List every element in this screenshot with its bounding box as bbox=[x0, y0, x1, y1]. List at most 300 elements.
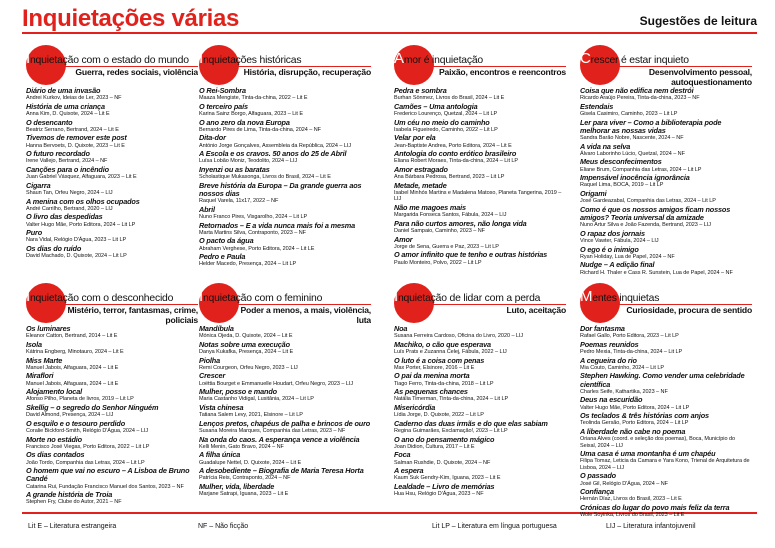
book-entry bbox=[199, 357, 371, 372]
book-title: Pedra e sombra bbox=[394, 86, 447, 95]
book-title: Velar por ela bbox=[394, 133, 436, 143]
book-entry bbox=[26, 245, 198, 260]
book-details: Loëttia Bourget e Emmanuelle Houdart, Orfeu Negro, 2023 – LIJ bbox=[199, 380, 354, 387]
book-details: Max Porter, Elsinore, 2016 – Lit E bbox=[394, 364, 475, 371]
book-details: Susana Moreira Marques, Companhia das Letras, 2023 – NF bbox=[199, 427, 346, 434]
section-title-initial: I bbox=[26, 50, 30, 67]
book-details: Marjane Satrapi, Iguana, 2023 – Lit E bbox=[199, 491, 289, 498]
book-entry bbox=[394, 103, 566, 118]
section-title bbox=[394, 288, 566, 305]
book-details: Jorge de Sena, Guerra e Paz, 2023 – Lit LP bbox=[394, 243, 499, 250]
book-title: O pai da menina morta bbox=[394, 371, 470, 381]
book-list bbox=[580, 86, 752, 276]
section-title-initial: I bbox=[199, 288, 203, 305]
book-entry bbox=[26, 467, 198, 490]
book-entry bbox=[199, 103, 371, 118]
book-entry bbox=[394, 134, 566, 149]
book-details: Maaza Mengiste, Tinta-da-china, 2022 – Lit E bbox=[199, 95, 308, 102]
section-title-initial: A bbox=[394, 50, 404, 67]
book-title: Os luminares bbox=[26, 324, 71, 333]
book-title: Miraflori bbox=[26, 371, 54, 381]
section-header bbox=[199, 42, 371, 86]
book-details: Pedro Mexia, Tinta-da-china, 2024 – Lit LP bbox=[580, 349, 683, 355]
book-entry bbox=[26, 87, 198, 102]
book-details: Frederico Lourenço, Quetzal, 2024 – Lit LP bbox=[394, 111, 498, 117]
book-entry bbox=[199, 182, 371, 205]
book-entry bbox=[580, 450, 752, 471]
book-entry bbox=[26, 388, 198, 403]
book-entry bbox=[199, 420, 371, 435]
book-entry bbox=[580, 357, 752, 372]
book-details: Isabel Minhós Martins e Madalena Matoso, Planeta Tangerina, 2019 – LIJ bbox=[394, 189, 562, 203]
section-title-rest: entes inquietas bbox=[592, 293, 660, 304]
book-entry bbox=[580, 206, 752, 229]
book-entry bbox=[394, 451, 566, 466]
book-title: O terceiro país bbox=[199, 101, 248, 111]
book-entry bbox=[26, 404, 198, 419]
book-entry bbox=[26, 436, 198, 451]
book-entry bbox=[394, 436, 566, 451]
book-title: Impensável inocência ignorância bbox=[580, 173, 690, 183]
book-entry bbox=[26, 372, 198, 387]
section-subtitle: Mistério, terror, fantasmas, crime, policiais bbox=[67, 305, 198, 325]
book-entry bbox=[394, 467, 566, 482]
book-entry bbox=[394, 119, 566, 134]
section-header bbox=[199, 280, 371, 324]
book-entry bbox=[199, 404, 371, 419]
book-title: A cegueira do rio bbox=[580, 355, 637, 365]
book-details: Scholastique Mukasonga, Livros do Brasil, 2024 – Lit E bbox=[199, 174, 331, 181]
book-details: Danya Kukafka, Presença, 2024 – Lit E bbox=[199, 349, 294, 355]
book-title: Meus desconfecimentos bbox=[580, 157, 662, 167]
book-title: O luto é a coisa com penas bbox=[394, 355, 485, 365]
book-entry bbox=[26, 182, 198, 197]
book-entry bbox=[26, 103, 198, 118]
legend-lit-lp: Lit LP – Literatura em língua portuguesa bbox=[432, 523, 557, 530]
book-entry bbox=[580, 341, 752, 356]
book-details: Rafael Gallo, Porto Editora, 2023 – Lit LP bbox=[580, 333, 679, 340]
book-title: Estendais bbox=[580, 101, 614, 111]
book-entry bbox=[199, 166, 371, 181]
book-details: Tatiana Salem Levy, 2021, Elsinore – Lit LP bbox=[199, 412, 303, 419]
book-title: Metade, metade bbox=[394, 180, 447, 190]
book-entry bbox=[26, 491, 198, 506]
book-entry bbox=[580, 119, 752, 142]
book-title: Lenços pretos, chapéus de palha e brincos de ouro bbox=[199, 418, 371, 428]
book-entry bbox=[26, 420, 198, 435]
section-header bbox=[580, 280, 752, 324]
header bbox=[22, 5, 757, 31]
book-title: O Rei-Sombra bbox=[199, 86, 246, 95]
book-title: Coisa que não edifica nem destrói bbox=[580, 86, 694, 95]
section-subtitle: Curiosidade, procura de sentido bbox=[626, 305, 752, 315]
book-details: Remi Courgeon, Orfeu Negro, 2023 – LIJ bbox=[199, 364, 298, 371]
section-subtitle: Paixão, encontros e reencontros bbox=[438, 67, 566, 77]
book-list bbox=[199, 324, 371, 498]
book-entry bbox=[580, 428, 752, 449]
book-details: Luís Prats e Zuzanna Celej, Fábula, 2022 – LIJ bbox=[394, 349, 507, 355]
book-details: Mia Couto, Caminho, 2024 – Lit LP bbox=[580, 364, 664, 371]
book-title: O pacto da água bbox=[199, 236, 254, 246]
book-title: Retornados – E a vida nunca mais foi a mesma bbox=[199, 220, 356, 230]
book-details: Eliane Brum, Companhia das Letras, 2024 – Lit LP bbox=[580, 166, 702, 173]
book-title: Crónicas do lugar do povo mais feliz da terra bbox=[580, 502, 730, 512]
book-entry bbox=[26, 150, 198, 165]
section bbox=[394, 42, 566, 267]
book-details: Helder Macedo, Presença, 2024 – Lit LP bbox=[199, 261, 297, 268]
book-entry bbox=[199, 87, 371, 102]
book-list bbox=[394, 324, 566, 498]
book-entry bbox=[394, 420, 566, 435]
section-title bbox=[199, 50, 371, 67]
book-details: Kaum Suk Gendry-Kim, Iguana, 2023 – Lit E bbox=[394, 475, 501, 482]
section-subtitle: História, disrupção, recuperação bbox=[243, 67, 371, 77]
section bbox=[199, 42, 371, 269]
book-details: Karina Sainz Borgo, Alfaguara, 2023 – Lit E bbox=[199, 111, 303, 117]
section-header bbox=[26, 280, 198, 324]
book-entry bbox=[394, 404, 566, 419]
legend bbox=[22, 521, 757, 533]
book-details: Eliana Robert Moraes, Tinta-da-china, 2024 – Lit LP bbox=[394, 158, 519, 165]
section bbox=[26, 280, 198, 507]
section-title-rest: rescer é estar inquieto bbox=[590, 55, 689, 66]
section-title bbox=[394, 50, 566, 67]
book-title: Inyenzi ou as baratas bbox=[199, 164, 270, 174]
book-details: Wole Soyinka, Livros do Brasil, 2023 – Lit E bbox=[580, 512, 685, 519]
book-entry bbox=[26, 213, 198, 228]
page-subtitle: Sugestões de leitura bbox=[639, 14, 757, 28]
book-entry bbox=[580, 143, 752, 158]
book-title: Dita-dor bbox=[199, 133, 226, 143]
book-details: Stephen Fry, Clube do Autor, 2021 – NF bbox=[26, 499, 122, 506]
book-list bbox=[580, 324, 752, 519]
book-entry bbox=[199, 451, 371, 466]
section-subtitle: Poder a menos, a mais, violência, luta bbox=[240, 305, 371, 325]
book-details: Vince Vawter, Fábula, 2024 – LIJ bbox=[580, 237, 659, 244]
book-entry bbox=[199, 206, 371, 221]
book-details: Beatriz Serrano, Bertrand, 2024 – Lit E bbox=[26, 126, 119, 133]
book-list bbox=[26, 324, 198, 506]
book-title: Mandíbula bbox=[199, 324, 234, 333]
book-entry bbox=[394, 388, 566, 403]
book-details: Afonso Pilho, Planeta de livros, 2019 – Lit LP bbox=[26, 396, 134, 403]
page-title: Inquietações várias bbox=[22, 5, 240, 32]
legend-lit-e: Lit E – Literatura estrangeira bbox=[28, 523, 117, 530]
book-title: Piolha bbox=[199, 355, 220, 365]
book-details: Anna Kim, D. Quixote, 2024 – Lit E bbox=[26, 111, 110, 117]
book-details: Abraham Verghese, Porto Editora, 2024 – Lit LE bbox=[199, 245, 315, 252]
book-details: Raquel Lima, BOCA, 2019 – Lit LP bbox=[580, 182, 664, 189]
book-title: Skellig – o segredo do Senhor Ninguém bbox=[26, 402, 159, 412]
book-entry bbox=[394, 341, 566, 356]
book-entry bbox=[199, 372, 371, 387]
book-title: Noa bbox=[394, 324, 408, 333]
book-details: Ryan Holiday, Lua de Papel, 2024 – NF bbox=[580, 253, 675, 260]
book-details: Guadalupe Nettel, D. Quixote, 2024 – Lit E bbox=[199, 459, 302, 466]
book-entry bbox=[394, 483, 566, 498]
book-title: Machiko, o cão que esperava bbox=[394, 339, 491, 349]
book-entry bbox=[199, 237, 371, 252]
book-details: Ana Bárbara Pedrosa, Bertrand, 2023 – Lit LP bbox=[394, 174, 505, 181]
book-title: Caderno das duas irmãs e do que elas sabiam bbox=[394, 418, 548, 428]
book-details: Salman Rushdie, D. Quixote, 2024 – NF bbox=[394, 459, 491, 466]
book-title: Nudge – A edição final bbox=[580, 260, 655, 270]
book-entry bbox=[199, 150, 371, 165]
book-entry bbox=[580, 372, 752, 395]
book-title: Deus na escuridão bbox=[580, 395, 643, 405]
book-entry bbox=[580, 396, 752, 411]
book-details: Catarina Rui, Fundação Francisco Manuel dos Santos, 2023 – NF bbox=[26, 483, 184, 490]
book-list bbox=[394, 86, 566, 266]
book-details: Luísa Lobão Moniz, Teodolito, 2024 – LIJ bbox=[199, 158, 298, 165]
book-details: Eleanor Catton, Bertrand, 2014 – Lit E bbox=[26, 333, 118, 340]
section bbox=[394, 280, 566, 499]
book-title: Os teclados & três histórias com anjos bbox=[580, 411, 709, 421]
book-details: Manuel Jabois, Alfaguara, 2024 – Lit E bbox=[26, 380, 119, 387]
book-details: Patrícia Reis, Contraponto, 2024 – NF bbox=[199, 475, 291, 482]
book-details: David Machado, D. Quixote, 2024 – Lit LP bbox=[26, 253, 127, 260]
book-title: A Escola e os cravos. 50 anos do 25 de Abril bbox=[199, 149, 347, 159]
legend-nf: NF – Não ficção bbox=[198, 523, 249, 530]
book-title: Confiança bbox=[580, 487, 614, 497]
book-entry bbox=[580, 261, 752, 276]
book-entry bbox=[394, 150, 566, 165]
book-title: Canções para o incêndio bbox=[26, 164, 109, 174]
book-entry bbox=[26, 229, 198, 244]
book-list bbox=[26, 86, 198, 260]
book-details: Hua Hsu, Relógio D'Água, 2023 – NF bbox=[394, 491, 484, 498]
book-entry bbox=[394, 220, 566, 235]
book-details: António Jorge Gonçalves, Assembleia da República, 2024 – LIJ bbox=[199, 142, 352, 149]
book-details: Mónica Ojeda, D. Quixote, 2024 – Lit E bbox=[199, 333, 293, 340]
book-details: Isabela Figueiredo, Caminho, 2022 – Lit LP bbox=[394, 126, 498, 133]
book-title: A desobediente – Biografia de Maria Teresa Horta bbox=[199, 466, 364, 476]
section bbox=[199, 280, 371, 499]
book-title: Pedro e Paula bbox=[199, 252, 246, 262]
book-entry bbox=[26, 357, 198, 372]
book-title: A grande história de Troia bbox=[26, 490, 113, 500]
book-details: Burhan Sönmez, Livros do Brasil, 2024 – Lit E bbox=[394, 95, 505, 102]
book-details: David Almond, Presença, 2024 – LIJ bbox=[26, 412, 114, 419]
book-title: Como é que os nossos amigos ficam nossos amigos? Teoria universal da amizade bbox=[580, 204, 731, 222]
book-list bbox=[199, 86, 371, 268]
book-title: A espera bbox=[394, 466, 424, 476]
book-entry bbox=[199, 134, 371, 149]
book-entry bbox=[394, 251, 566, 266]
book-entry bbox=[199, 436, 371, 451]
book-title: Os dias contados bbox=[26, 450, 85, 460]
book-entry bbox=[580, 472, 752, 487]
book-details: Bernardo Pires de Lima, Tinta-da-china, 2024 – NF bbox=[199, 126, 321, 133]
section bbox=[26, 42, 198, 261]
section-title bbox=[26, 50, 198, 67]
section-header bbox=[394, 280, 566, 324]
book-entry bbox=[394, 372, 566, 387]
book-details: Hernán Díaz, Livros do Brasil, 2023 – Lit E bbox=[580, 496, 682, 503]
section-title-initial: I bbox=[26, 288, 30, 305]
book-entry bbox=[394, 204, 566, 219]
book-title: Diário de uma invasão bbox=[26, 86, 101, 95]
book-entry bbox=[580, 158, 752, 173]
book-entry bbox=[394, 357, 566, 372]
book-details: Irene Vallejo, Bertrand, 2024 – NF bbox=[26, 158, 108, 165]
book-details: Manuel Jabois, Alfaguara, 2024 – Lit E bbox=[26, 364, 119, 371]
book-entry bbox=[394, 87, 566, 102]
section-title-initial: M bbox=[580, 288, 593, 305]
book-details: Kelli Menin, Gato Bravo, 2024 – NF bbox=[199, 443, 284, 450]
book-details: Sandra Barão Nobre, Nascente, 2024 – NF bbox=[580, 135, 684, 141]
book-title: Amor bbox=[394, 234, 413, 244]
book-details: Daniel Sampaio, Caminho, 2023 – NF bbox=[394, 227, 485, 234]
book-details: Shaun Tan, Orfeu Negro, 2024 – LIJ bbox=[26, 189, 113, 196]
book-title: Puro bbox=[26, 228, 43, 238]
section-title-initial: I bbox=[394, 288, 398, 305]
book-details: André Carrilho, Bertrand, 2020 – LIJ bbox=[26, 205, 113, 212]
book-details: Valter Hugo Mãe, Porto Editora, 2024 – Lit LP bbox=[26, 221, 136, 228]
book-title: Foca bbox=[394, 450, 411, 460]
book-entry bbox=[394, 182, 566, 203]
book-title: O desencanto bbox=[26, 117, 73, 127]
book-entry bbox=[26, 134, 198, 149]
book-title: O futuro recordado bbox=[26, 149, 90, 159]
section-title-rest: nquietação de lidar com a perda bbox=[397, 293, 541, 304]
book-details: José Gil, Relógio D'Água, 2024 – NF bbox=[580, 480, 668, 487]
book-details: Maria Castanho Vidigal, Lusitânia, 2024 – Lit LP bbox=[199, 396, 314, 403]
book-entry bbox=[580, 103, 752, 118]
book-entry bbox=[580, 87, 752, 102]
book-title: O passado bbox=[580, 471, 616, 481]
book-title: Amor estragado bbox=[394, 164, 448, 174]
book-title: O homem que vai no escuro – A Lisboa de Bruno Candé bbox=[26, 466, 190, 484]
section-header bbox=[26, 42, 198, 86]
book-title: Breve história da Europa – Da grande guerra aos nossos dias bbox=[199, 180, 362, 198]
book-details: Jean-Baptiste Andrea, Porto Editora, 2024 – Lit E bbox=[394, 142, 512, 149]
book-title: Notas sobre uma execução bbox=[199, 339, 290, 349]
book-entry bbox=[199, 253, 371, 268]
book-title: Não me magoes mais bbox=[394, 202, 466, 212]
book-details: José Gardeazabal, Companhia das Letras, 2024 – Lit LP bbox=[580, 198, 716, 205]
book-title: Dor fantasma bbox=[580, 324, 625, 333]
book-entry bbox=[26, 341, 198, 356]
book-entry bbox=[394, 325, 566, 340]
book-title: O ano do pensamento mágico bbox=[394, 434, 495, 444]
section-title-rest: nquietações históricas bbox=[202, 55, 302, 66]
section-title bbox=[580, 50, 752, 67]
book-title: A liberdade não cabe no poema bbox=[580, 426, 686, 436]
book-entry bbox=[394, 236, 566, 251]
book-title: Lealdade – Livro de memórias bbox=[394, 481, 495, 491]
book-title: Abril bbox=[199, 204, 215, 214]
book-title: Crescer bbox=[199, 371, 226, 381]
book-title: Tivemos de remover este post bbox=[26, 133, 127, 143]
book-title: As pequenas chances bbox=[394, 387, 468, 397]
book-title: Para não curtos amores, não longa vida bbox=[394, 218, 527, 228]
section-title-rest: nquietação com o desconhecido bbox=[29, 293, 174, 304]
book-entry bbox=[580, 488, 752, 503]
book-title: Morte no estádio bbox=[26, 434, 82, 444]
book-title: A vida na selva bbox=[580, 141, 631, 151]
book-entry bbox=[580, 190, 752, 205]
book-entry bbox=[199, 341, 371, 356]
section-title bbox=[26, 288, 198, 305]
book-title: Mulher, vida, liberdade bbox=[199, 481, 275, 491]
section-header bbox=[394, 42, 566, 86]
book-details: Coralie Bickford-Smith, Relógio D'Água, 2024 – LIJ bbox=[26, 427, 149, 434]
book-title: Camões – Uma antologia bbox=[394, 101, 478, 111]
book-entry bbox=[199, 483, 371, 498]
book-title: Um céu no meio do caminho bbox=[394, 117, 490, 127]
book-details: Charles Seife, Kathartika, 2023 – NF bbox=[580, 388, 668, 395]
book-entry bbox=[199, 119, 371, 134]
book-title: Stephen Hawking. Como vender uma celebridade científica bbox=[580, 371, 745, 389]
book-details: Álvaro Laborinho Lúcio, Quetzal, 2024 – NF bbox=[580, 150, 685, 157]
book-title: Uma casa é uma montanha é um chapéu bbox=[580, 449, 716, 459]
book-details: João Tordo, Companhia das Letras, 2024 – Lit LP bbox=[26, 459, 145, 466]
book-details: Tiago Ferro, Tinta-da-china, 2018 – Lit LP bbox=[394, 380, 494, 387]
book-details: Francisco José Viegas, Porto Editora, 2022 – Lit LP bbox=[26, 443, 150, 450]
book-details: Gisela Casimiro, Caminho, 2023 – Lit LP bbox=[580, 111, 678, 117]
book-entry bbox=[199, 325, 371, 340]
book-title: A filha única bbox=[199, 450, 241, 460]
book-title: Poemas reunidos bbox=[580, 339, 639, 349]
top-rule bbox=[22, 32, 757, 34]
book-details: Lídia Jorge, D. Quixote, 2022 – Lit LP bbox=[394, 412, 484, 419]
book-entry bbox=[580, 412, 752, 427]
book-title: Miss Marte bbox=[26, 355, 63, 365]
book-details: Filipa Tomaz, Leticia da Camara e Yara Kono, Trienal de Arquitetura de Lisboa, 2024 – LIJ bbox=[580, 458, 750, 471]
book-details: Hanna Bervoets, D. Quixote, 2023 – Lit E bbox=[26, 142, 125, 149]
book-title: O ano zero da nova Europa bbox=[199, 117, 290, 127]
section-subtitle: Guerra, redes sociais, violência bbox=[75, 67, 198, 77]
book-details: Susana Ferreira Cardoso, Oficina do Livro, 2020 – LIJ bbox=[394, 333, 524, 340]
book-entry bbox=[580, 504, 752, 519]
book-details: Richard H. Thaler e Cass R. Sunstein, Lua de Papel, 2024 – NF bbox=[580, 269, 733, 276]
book-title: A menina com os olhos ocupados bbox=[26, 196, 140, 206]
book-title: Origami bbox=[580, 188, 607, 198]
book-details: Ricardo Araújo Pereira, Tinta-da-china, 2023 – NF bbox=[580, 95, 700, 102]
book-title: O amor infinito que te tenho e outras histórias bbox=[394, 250, 548, 260]
section-title-initial: I bbox=[199, 50, 203, 67]
book-title: Mulher, posso e mando bbox=[199, 387, 277, 397]
section-subtitle: Desenvolvimento pessoal, autoquestionamento bbox=[648, 67, 752, 87]
section bbox=[580, 42, 752, 277]
book-title: Alojamento local bbox=[26, 387, 82, 397]
book-details: Valter Hugo Mãe, Porto Editora, 2024 – Lit LP bbox=[580, 404, 690, 411]
book-title: O livro das despedidas bbox=[26, 212, 103, 222]
book-details: Andrei Kurkov, Ideias de Ler, 2023 – NF bbox=[26, 95, 122, 102]
book-title: Antologia do conto erótico brasileiro bbox=[394, 149, 517, 159]
book-details: Oriana Alves (coord. e seleção dos poemas), Boca, Município do Seixal, 2024 – LIJ bbox=[580, 436, 735, 449]
book-entry bbox=[580, 174, 752, 189]
book-entry bbox=[580, 230, 752, 245]
book-title: O rapaz dos jornais bbox=[580, 228, 645, 238]
book-title: Na onda do caos. A esperança vence a violência bbox=[199, 434, 360, 444]
book-entry bbox=[26, 198, 198, 213]
book-entry bbox=[26, 451, 198, 466]
book-entry bbox=[26, 119, 198, 134]
legend-lij: LIJ – Literatura infantojuvenil bbox=[606, 523, 696, 530]
book-title: Isola bbox=[26, 339, 42, 349]
section-title-rest: mor é inquietação bbox=[403, 55, 484, 66]
book-entry bbox=[199, 222, 371, 237]
book-details: Nara Vidal, Relógio D'Água, 2023 – Lit LP bbox=[26, 237, 127, 244]
book-details: Paulo Monteiro, Polvo, 2022 – Lit LP bbox=[394, 259, 482, 266]
book-entry bbox=[580, 325, 752, 340]
book-title: Ler para viver – Como a biblioterapia pode melhorar as nossas vidas bbox=[580, 117, 722, 135]
book-details: Regina Guimarães, Exclamação!, 2023 – Lit LP bbox=[394, 427, 508, 434]
book-entry bbox=[580, 246, 752, 261]
book-title: O ego é o inimigo bbox=[580, 244, 639, 254]
